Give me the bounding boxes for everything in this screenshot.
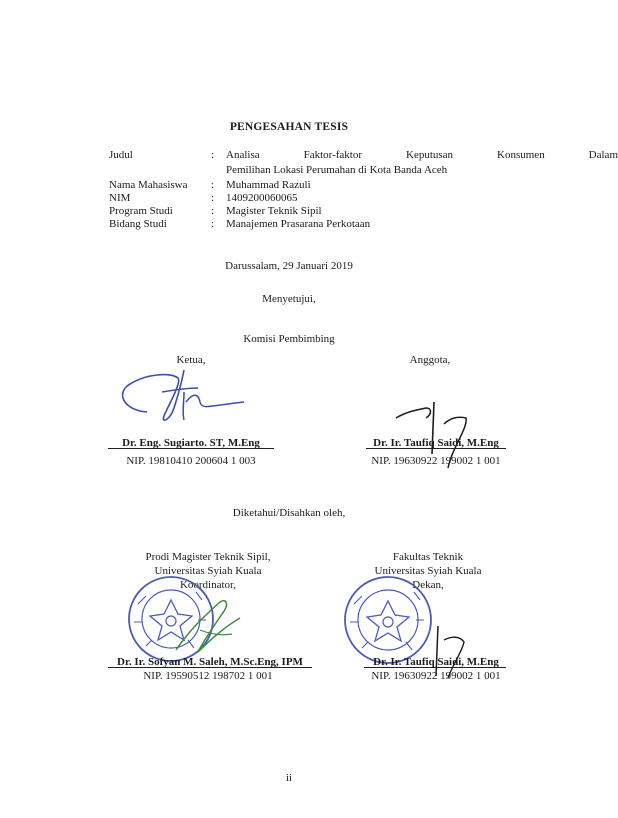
info-colon: :: [211, 149, 215, 161]
info-value: Muhammad Razuli: [226, 179, 311, 191]
left-official-name: Dr. Ir. Sofyan M. Saleh, M.Sc.Eng, IPM: [117, 656, 303, 668]
info-label: Bidang Studi: [109, 218, 167, 230]
right-official-name: Dr. Ir. Taufiq Saidi, M.Eng: [373, 656, 499, 668]
committee-label: Komisi Pembimbing: [243, 333, 335, 345]
info-value: Manajemen Prasarana Perkotaan: [226, 218, 371, 230]
approved-label: Menyetujui,: [262, 293, 316, 305]
chair-nip: NIP. 19810410 200604 1 003: [126, 455, 256, 467]
info-value: Magister Teknik Sipil: [226, 205, 322, 217]
info-colon: :: [211, 205, 215, 217]
page-title: PENGESAHAN TESIS: [229, 121, 349, 133]
place-date: Darussalam, 29 Januari 2019: [225, 260, 353, 272]
info-label: NIM: [109, 192, 131, 204]
right-official-nip: NIP. 19630922 199002 1 001: [371, 670, 501, 682]
chair-name: Dr. Eng. Sugiarto. ST, M.Eng: [122, 437, 260, 449]
right-official-unit: Fakultas Teknik: [392, 551, 464, 563]
info-value-line1: Analisa Faktor-faktor Keputusan Konsumen Dalam: [226, 149, 618, 161]
left-official-nip: NIP. 19590512 198702 1 001: [143, 670, 273, 682]
right-official-university: Universitas Syiah Kuala: [374, 565, 482, 577]
left-official-signature: [170, 590, 250, 660]
left-official-role: Koordinator,: [179, 579, 237, 591]
chair-role-text: Ketua,: [176, 354, 206, 366]
member-name: Dr. Ir. Taufiq Saidi, M.Eng: [373, 437, 499, 449]
left-official-university: Universitas Syiah Kuala: [154, 565, 262, 577]
right-official-role: Dekan,: [412, 579, 444, 591]
info-colon: :: [211, 179, 215, 191]
page-number: ii: [285, 772, 293, 784]
info-colon: :: [211, 192, 215, 204]
info-value-line2: Pemilihan Lokasi Perumahan di Kota Banda Aceh: [226, 164, 448, 176]
member-nip: NIP. 19630922 199002 1 001: [371, 455, 501, 467]
info-label: Program Studi: [109, 205, 173, 217]
info-value: 1409200060065: [226, 192, 298, 204]
member-role: Anggota,: [409, 354, 451, 366]
acknowledged-label: Diketahui/Disahkan oleh,: [232, 507, 346, 519]
info-label: Nama Mahasiswa: [109, 179, 188, 191]
info-label: Judul: [109, 149, 133, 161]
left-official-unit: Prodi Magister Teknik Sipil,: [145, 551, 271, 563]
info-colon: :: [211, 218, 215, 230]
chair-signature: [112, 362, 252, 428]
